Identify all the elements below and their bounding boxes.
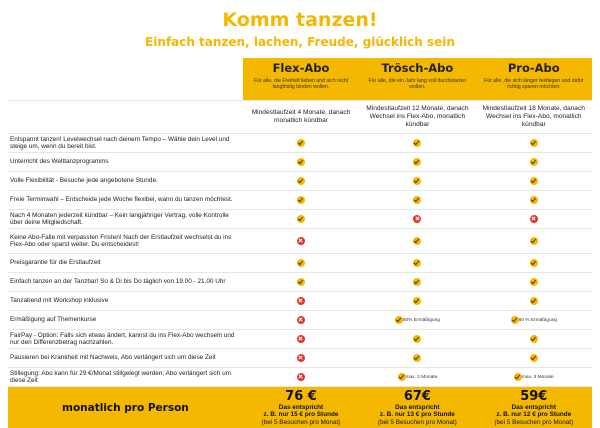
price-hourly: z. B. nur 13 € pro Stunde <box>359 411 475 418</box>
check-icon <box>511 316 519 324</box>
check-icon <box>530 335 538 343</box>
feature-label: Pausieren bei Krankheit mit Nachweis, Abo verlängert sich um diese Zeit <box>8 349 243 368</box>
page-title: Komm tanzen! <box>0 8 600 32</box>
check-icon <box>530 297 538 305</box>
feature-cell <box>359 172 475 191</box>
feature-cell <box>243 134 359 153</box>
check-icon <box>413 297 421 305</box>
header-spacer <box>8 58 243 101</box>
feature-label: Preisgarantie für die Erstlaufzeit <box>8 254 243 273</box>
feature-note: max. 2 Monate <box>406 375 438 381</box>
feature-cell <box>476 153 592 172</box>
feature-note: max. 3 Monate <box>522 375 554 381</box>
check-icon <box>530 196 538 204</box>
feature-cell <box>476 191 592 210</box>
price-cell-troesch <box>359 387 475 428</box>
price-equivalent: Das entspricht <box>476 404 592 411</box>
feature-note: 50% Ermäßigung <box>403 318 440 324</box>
check-icon <box>297 259 305 267</box>
check-icon <box>530 237 538 245</box>
feature-cell <box>476 229 592 254</box>
feature-cell <box>359 191 475 210</box>
price-cell-flex <box>243 387 359 428</box>
min-term-pro: Mindestlaufzeit 18 Monate, danach Wechsel ins Flex-Abo, monatlich kündbar <box>476 101 592 134</box>
price-cell-pro <box>476 387 592 428</box>
check-icon <box>413 177 421 185</box>
check-icon <box>530 139 538 147</box>
feature-label: FairPay - Option: Falls sich etwas ändert, kannst du ins Flex-Abo wechseln und nur den Differenzbetrag nachzahlen. <box>8 330 243 349</box>
plan-header-troesch <box>359 58 475 101</box>
monthly-label: monatlich pro Person <box>8 387 243 428</box>
check-icon <box>297 196 305 204</box>
plan-description: Für alle, die Freiheit lieben und sich nicht langfristig binden wollen. <box>243 78 359 90</box>
page-subtitle: Einfach tanzen, lachen, Freude, glücklich sein <box>0 34 600 50</box>
feature-row <box>8 134 592 153</box>
plan-header-row <box>8 58 592 101</box>
plan-header-pro <box>476 58 592 101</box>
feature-row <box>8 172 592 191</box>
pricing-table <box>8 58 592 428</box>
feature-cell <box>476 292 592 311</box>
feature-row <box>8 191 592 210</box>
price-equivalent: Das entspricht <box>243 404 359 411</box>
cross-icon <box>297 297 305 305</box>
check-icon <box>530 278 538 286</box>
check-icon <box>413 335 421 343</box>
feature-row <box>8 349 592 368</box>
feature-cell <box>243 153 359 172</box>
feature-cell <box>243 229 359 254</box>
min-term-row <box>8 101 592 134</box>
plan-name: Trösch-Abo <box>359 60 475 76</box>
cross-icon <box>297 316 305 324</box>
feature-label: Einfach tanzen an der Tanzbar! So & Di bis Do täglich von 19.00 - 21.00 Uhr <box>8 273 243 292</box>
price-condition: (bei 5 Besuchen pro Monat) <box>243 419 359 426</box>
feature-note: 60 % Ermäßigung <box>519 318 557 324</box>
feature-cell <box>476 349 592 368</box>
cross-icon <box>297 354 305 362</box>
feature-cell <box>476 273 592 292</box>
feature-cell <box>243 292 359 311</box>
feature-cell <box>359 368 475 387</box>
check-icon <box>413 158 421 166</box>
check-icon <box>530 177 538 185</box>
feature-row <box>8 368 592 387</box>
plan-name: Pro-Abo <box>476 60 592 76</box>
feature-row <box>8 229 592 254</box>
feature-cell <box>243 349 359 368</box>
feature-label: Unterricht des Welttanzprogramms <box>8 153 243 172</box>
price-condition: (bei 5 Besuchen pro Monat) <box>476 419 592 426</box>
feature-cell <box>243 191 359 210</box>
check-icon <box>530 158 538 166</box>
feature-cell <box>243 210 359 229</box>
feature-label: Nach 4 Monaten jederzeit kündbar – Kein langjähriger Vertrag, volle Kontrolle über deine Mitgliedschaft. <box>8 210 243 229</box>
check-icon <box>413 139 421 147</box>
check-icon <box>398 373 406 381</box>
check-icon <box>395 316 403 324</box>
feature-cell <box>359 254 475 273</box>
feature-cell <box>359 273 475 292</box>
feature-row <box>8 254 592 273</box>
feature-cell <box>476 134 592 153</box>
check-icon <box>530 354 538 362</box>
check-icon <box>413 354 421 362</box>
check-icon <box>413 237 421 245</box>
check-icon <box>297 139 305 147</box>
feature-cell <box>476 210 592 229</box>
feature-cell <box>243 368 359 387</box>
cross-icon <box>297 237 305 245</box>
check-icon <box>297 158 305 166</box>
feature-cell <box>476 330 592 349</box>
price-amount: 76 € <box>243 389 359 404</box>
cross-icon <box>297 373 305 381</box>
check-icon <box>413 278 421 286</box>
check-icon <box>413 196 421 204</box>
feature-cell <box>243 172 359 191</box>
feature-label: Ermäßigung auf Themenkurse <box>8 311 243 330</box>
feature-row <box>8 210 592 229</box>
feature-cell <box>359 153 475 172</box>
feature-cell <box>359 311 475 330</box>
feature-cell <box>476 311 592 330</box>
min-term-spacer <box>8 101 243 134</box>
price-row <box>8 387 592 428</box>
feature-label: Keine Abo-Falle mit verpassten Fristen! Nach der Erstlaufzeit wechselst du ins Flex-Abo oder sparst weiter. Du entscheidest! <box>8 229 243 254</box>
min-term-flex: Mindestlaufzeit 4 Monate, danach monatlich kündbar <box>243 101 359 134</box>
feature-label: Tanzabend mit Workshop inklusive <box>8 292 243 311</box>
plan-header-flex <box>243 58 359 101</box>
plan-name: Flex-Abo <box>243 60 359 76</box>
feature-row <box>8 273 592 292</box>
plan-description: Für alle, die ein Jahr lang voll durchstarten wollen. <box>359 78 475 90</box>
price-hourly: z. B. nur 15 € pro Stunde <box>243 411 359 418</box>
min-term-troesch: Mindestlaufzeit 12 Monate, danach Wechsel ins Flex-Abo, monatlich kündbar <box>359 101 475 134</box>
price-equivalent: Das entspricht <box>359 404 475 411</box>
feature-row <box>8 330 592 349</box>
feature-cell <box>359 330 475 349</box>
feature-label: Volle Flexibilität - Besuche jede angebotene Stunde. <box>8 172 243 191</box>
plan-description: Für alle, die sich länger festlegen und dafür richtig sparen möchten. <box>476 78 592 90</box>
feature-cell <box>243 330 359 349</box>
feature-row <box>8 292 592 311</box>
feature-label: Stillegung: Abo kann für 29 €/Monat stillgelegt werden; Abo verlängert sich um diese Zeit <box>8 368 243 387</box>
feature-cell <box>476 172 592 191</box>
feature-cell <box>359 210 475 229</box>
check-icon <box>413 259 421 267</box>
cross-icon <box>530 215 538 223</box>
feature-row <box>8 311 592 330</box>
feature-row <box>8 153 592 172</box>
cross-icon <box>413 215 421 223</box>
price-hourly: z. B. nur 12 € pro Stunde <box>476 411 592 418</box>
check-icon <box>530 259 538 267</box>
feature-cell <box>243 311 359 330</box>
feature-cell <box>359 134 475 153</box>
price-condition: (bei 5 Besuchen pro Monat) <box>359 419 475 426</box>
feature-cell <box>243 273 359 292</box>
feature-cell <box>359 292 475 311</box>
feature-cell <box>359 229 475 254</box>
feature-label: Freie Terminwahl – Entscheide jede Woche flexibel, wann du tanzen möchtest. <box>8 191 243 210</box>
check-icon <box>514 373 522 381</box>
price-amount: 59€ <box>476 389 592 404</box>
feature-label: Entspannt tanzen! Levelwechsel nach deinem Tempo – Wähle dein Level und steige um, wenn du bereit bist. <box>8 134 243 153</box>
feature-cell <box>243 254 359 273</box>
feature-cell <box>359 349 475 368</box>
check-icon <box>297 278 305 286</box>
feature-cell <box>476 254 592 273</box>
feature-cell <box>476 368 592 387</box>
price-amount: 67€ <box>359 389 475 404</box>
check-icon <box>297 215 305 223</box>
check-icon <box>297 177 305 185</box>
cross-icon <box>297 335 305 343</box>
